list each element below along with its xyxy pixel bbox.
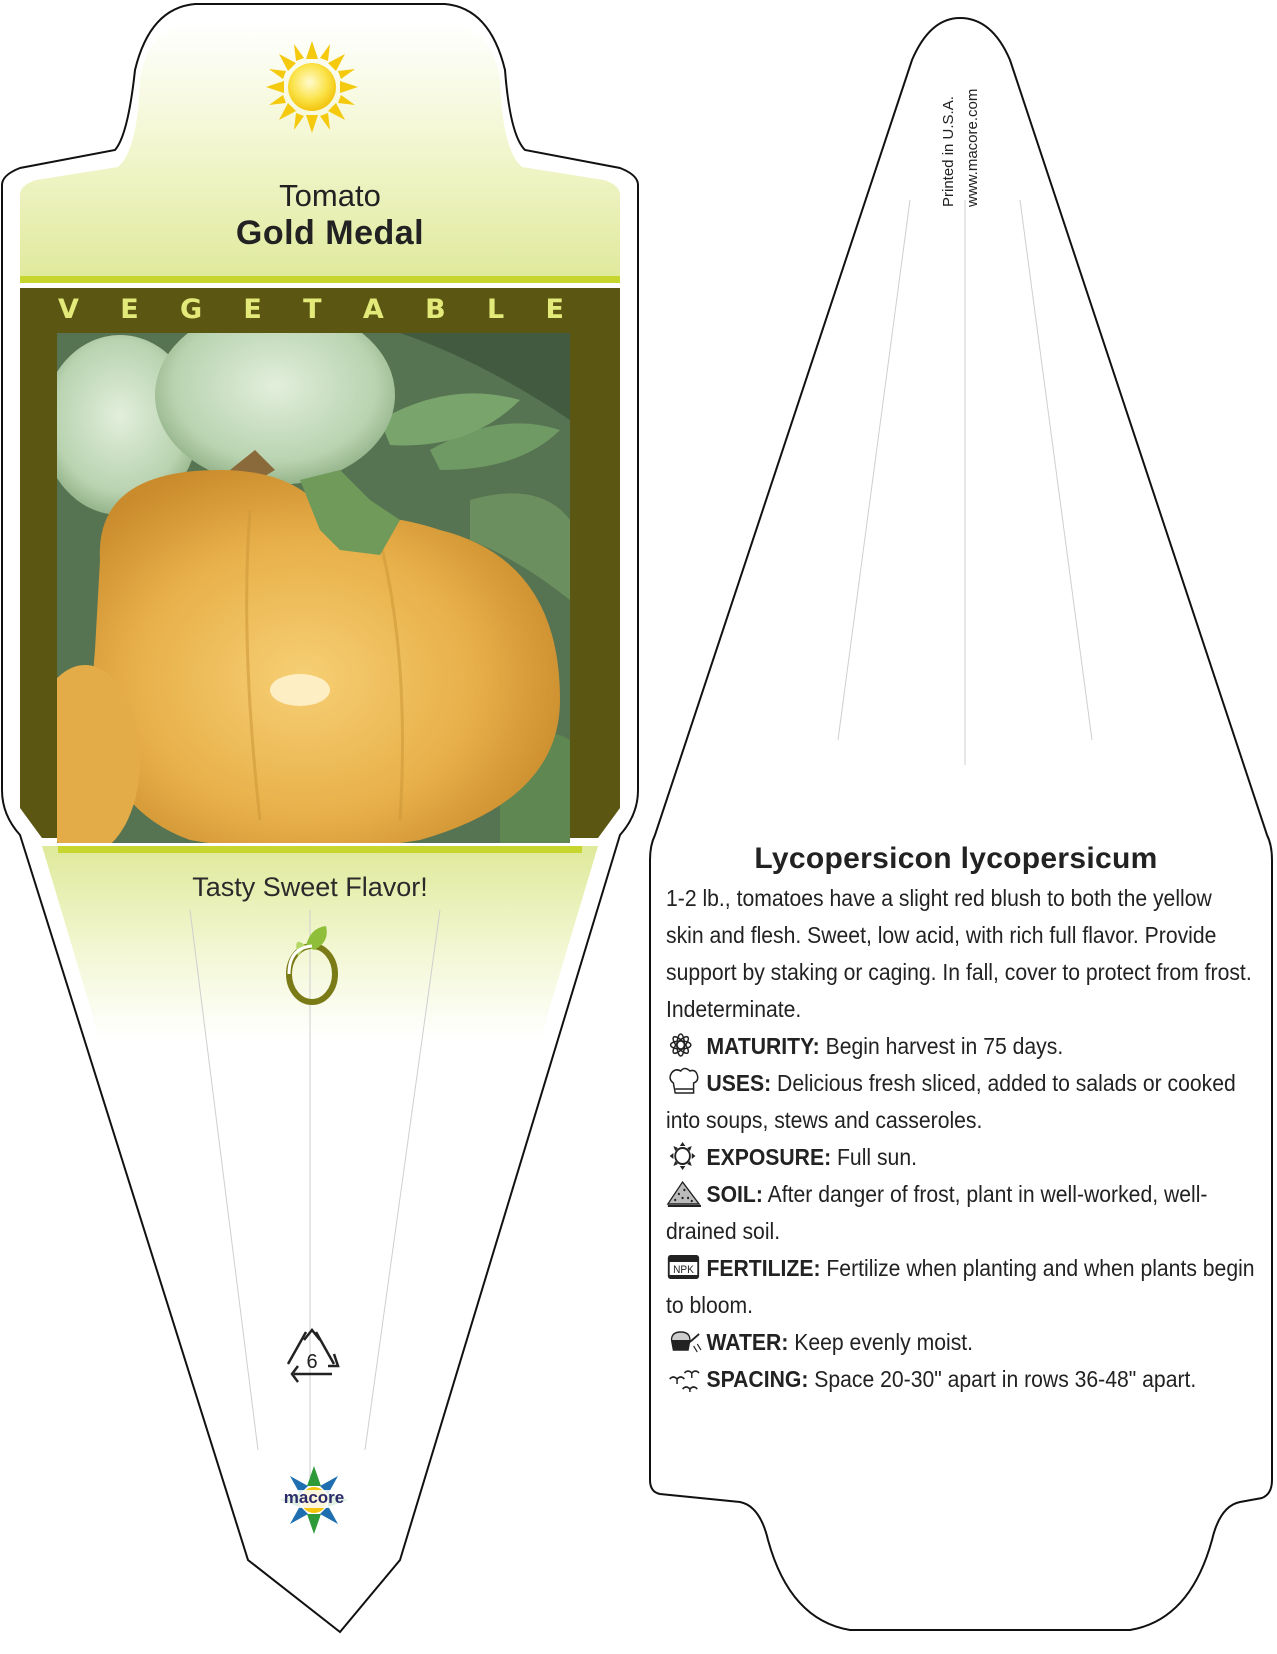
npk-label: NPK (673, 1263, 694, 1277)
category-letter: E (243, 294, 262, 325)
care-label: SOIL: (706, 1181, 763, 1207)
care-label: FERTILIZE: (706, 1255, 821, 1281)
soil-icon (666, 1178, 703, 1208)
description: 1-2 lb., tomatoes have a slight red blush to both the yellow skin and flesh. Sweet, low acid, with rich full flavor. Provide support by staking or caging. In fall, cover to protect from frost. Indeterminate. (666, 885, 1252, 1022)
recycle-code: 6 (306, 1351, 318, 1373)
category-banner (36, 288, 598, 332)
care-text: Full sun. (837, 1144, 917, 1170)
care-text: After danger of frost, plant in well-worked, well-drained soil. (666, 1181, 1208, 1244)
category-letter: G (179, 294, 203, 325)
care-label: EXPOSURE: (706, 1144, 832, 1170)
category-letter: B (425, 294, 446, 325)
cultivar-name: Gold Medal (235, 214, 425, 252)
care-label: MATURITY: (706, 1033, 820, 1059)
sun-outline-icon (666, 1141, 703, 1171)
care-text: Keep evenly moist. (794, 1329, 974, 1355)
tagline: Tasty Sweet Flavor! (192, 872, 428, 902)
care-text: Space 20-30" apart in rows 36-48" apart. (814, 1366, 1197, 1392)
maturity-flower-icon (666, 1030, 703, 1060)
lime-rule-top (20, 276, 620, 283)
printed-line: Printed in U.S.A. (940, 96, 957, 207)
care-text: Begin harvest in 75 days. (825, 1033, 1064, 1059)
category-letter: A (362, 294, 384, 325)
lime-rule-bottom (58, 846, 582, 853)
category-letter: L (486, 294, 505, 325)
tomato-photo (30, 305, 570, 855)
category-letter: E (545, 294, 564, 325)
care-item-maturity (666, 1028, 1255, 1065)
chef-hat-icon (666, 1067, 703, 1097)
care-item-soil (666, 1176, 1255, 1250)
care-item-uses (666, 1065, 1255, 1139)
care-item-water (666, 1324, 1255, 1361)
sun-icon (266, 41, 358, 133)
care-instructions (666, 880, 1255, 1398)
category-letter: T (303, 294, 322, 325)
seedling-spacing-icon (666, 1363, 703, 1393)
category-letter: V (58, 294, 79, 325)
care-label: SPACING: (706, 1366, 809, 1392)
printed-url: www.macore.com (964, 88, 981, 207)
botanical-name: Lycopersicon lycopersicum (754, 842, 1158, 875)
care-text: Fertilize when planting and when plants begin to bloom. (666, 1255, 1255, 1318)
printed-note (940, 42, 981, 272)
care-label: WATER: (706, 1329, 789, 1355)
care-label: USES: (706, 1070, 772, 1096)
care-item-fertilize (666, 1250, 1255, 1324)
common-name: Tomato (279, 178, 381, 213)
npk-icon (666, 1252, 703, 1282)
brand-name: macore (283, 1488, 345, 1507)
category-letter: E (120, 294, 139, 325)
care-item-exposure (666, 1139, 1255, 1176)
care-text: Delicious fresh sliced, added to salads or cooked into soups, stews and casseroles. (666, 1070, 1236, 1133)
care-item-spacing (666, 1361, 1255, 1398)
watering-can-icon (666, 1326, 703, 1356)
back-content (666, 842, 1255, 1398)
